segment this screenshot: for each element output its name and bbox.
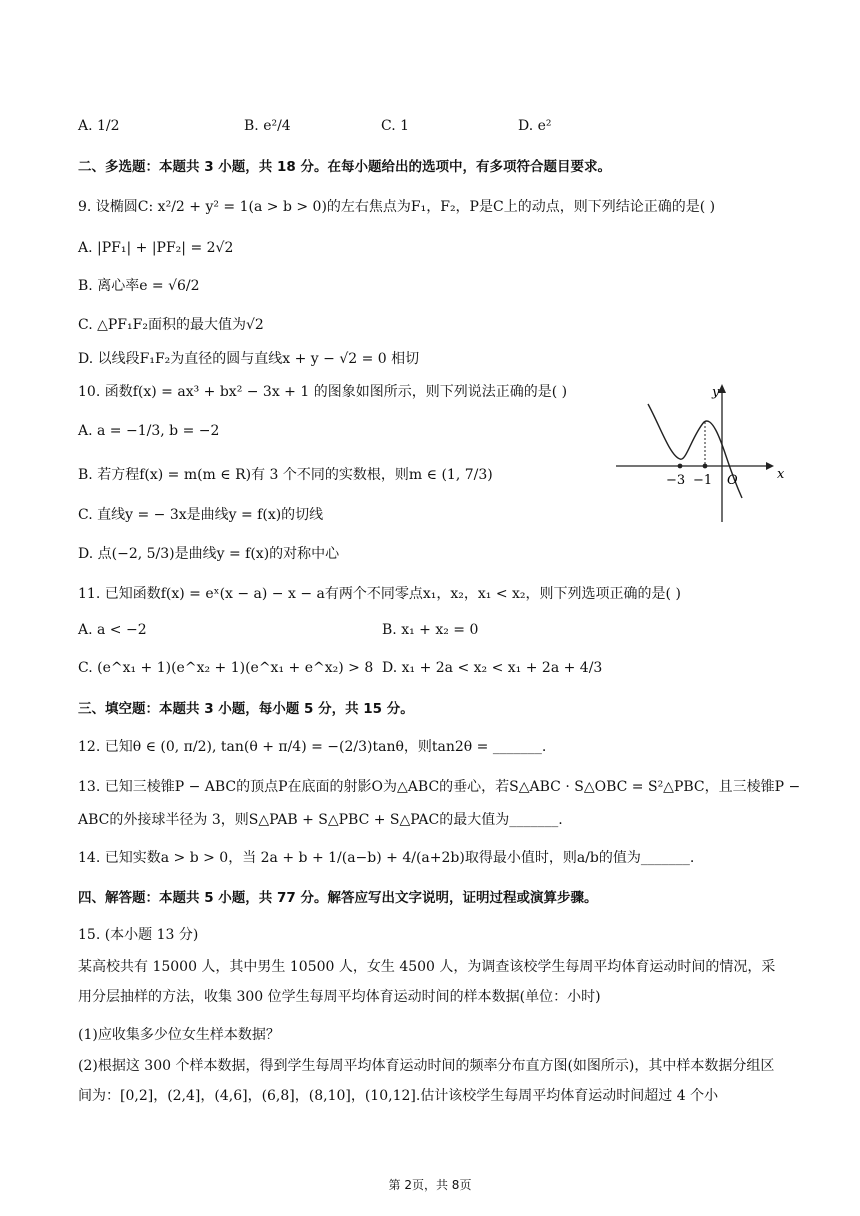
q11-option-c: C. (e^x₁ + 1)(e^x₂ + 1)(e^x₁ + e^x₂) > 8 — [78, 660, 374, 676]
q9-option-a: A. |PF₁| + |PF₂| = 2√2 — [78, 240, 234, 256]
graph-point-neg1 — [703, 464, 708, 469]
q9-option-d: D. 以线段F₁F₂为直径的圆与直线x + y − √2 = 0 相切 — [78, 351, 420, 367]
page-footer: 第 2页，共 8页 — [388, 1178, 472, 1192]
graph-x-label: x — [777, 467, 784, 482]
q11-options-row-1 — [78, 622, 778, 644]
q15-part-1: (1)应收集多少位女生样本数据？ — [78, 1027, 280, 1043]
q10-option-d: D. 点(−2, 5/3)是曲线y = f(x)的对称中心 — [78, 546, 340, 562]
graph-point-neg3 — [678, 464, 683, 469]
q11-option-d: D. x₁ + 2a < x₂ < x₁ + 2a + 4/3 — [382, 660, 603, 676]
q15-part-2: (2)根据这 300 个样本数据，得到学生每周平均体育运动时间的频率分布直方图(如图所示)，其中样本数据分组区间为：[0,2]，(2,4]，(4,6]，(6,8]，(8,10]，(10,12].估计该校学生每周平均体育运动时间超过 4 个小 — [78, 1058, 775, 1104]
q15-heading: 15. (本小题 13 分) — [78, 927, 199, 943]
q10-option-b: B. 若方程f(x) = m(m ∈ R)有 3 个不同的实数根，则m ∈ (1, 7/3) — [78, 467, 493, 483]
q8-option-c: C. 1 — [381, 118, 410, 134]
q8-option-b: B. e²/4 — [244, 118, 291, 134]
q10-function-graph — [612, 376, 784, 526]
q9-option-b: B. 离心率e = √6/2 — [78, 278, 200, 294]
section-fill-in-title: 三、填空题：本题共 3 小题，每小题 5 分，共 15 分。 — [78, 701, 414, 717]
q15-body: 某高校共有 15000 人，其中男生 10500 人，女生 4500 人，为调查该校学生每周平均体育运动时间的情况，采用分层抽样的方法，收集 300 位学生每周平均体育运动时间的样本数据(单位：小时) — [78, 959, 776, 1005]
q10-option-c: C. 直线y = − 3x是曲线y = f(x)的切线 — [78, 507, 324, 523]
q14-text: 14. 已知实数a > b > 0，当 2a + b + 1/(a−b) + 4/(a+2b)取得最小值时，则a/b的值为_______. — [78, 850, 695, 866]
q13-line-2: ABC的外接球半径为 3，则S△PAB + S△PBC + S△PAC的最大值为_______. — [78, 812, 563, 828]
q12-text: 12. 已知θ ∈ (0, π/2), tan(θ + π/4) = −(2/3)tanθ，则tan2θ = _______. — [78, 739, 547, 755]
graph-origin-label: O — [727, 473, 738, 488]
graph-x-arrow — [766, 462, 774, 470]
q11-stem: 11. 已知函数f(x) = eˣ(x − a) − x − a有两个不同零点x₁，x₂，x₁ < x₂，则下列选项正确的是( ) — [78, 586, 681, 602]
q9-option-c: C. △PF₁F₂面积的最大值为√2 — [78, 317, 264, 333]
q10-option-a: A. a = −1/3, b = −2 — [78, 423, 220, 439]
graph-tick-neg1: −1 — [693, 473, 713, 488]
graph-y-label: y — [712, 385, 720, 400]
q8-option-d: D. e² — [518, 118, 552, 134]
q11-option-b: B. x₁ + x₂ = 0 — [382, 622, 479, 638]
q13-line-1: 13. 已知三棱锥P − ABC的顶点P在底面的射影O为△ABC的垂心，若S△ABC · S△OBC = S²△PBC，且三棱锥P − — [78, 779, 801, 795]
q11-option-a: A. a < −2 — [78, 622, 147, 638]
section-solution-title: 四、解答题：本题共 5 小题，共 77 分。解答应写出文字说明，证明过程或演算步骤。 — [78, 890, 598, 906]
graph-tick-neg3: −3 — [666, 473, 686, 488]
q8-options — [78, 118, 778, 140]
q8-option-a: A. 1/2 — [78, 118, 120, 134]
q10-stem: 10. 函数f(x) = ax³ + bx² − 3x + 1 的图象如图所示，则下列说法正确的是( ) — [78, 384, 568, 400]
q11-options-row-2 — [78, 660, 778, 682]
q9-stem: 9. 设椭圆C: x²/2 + y² = 1(a > b > 0)的左右焦点为F₁，F₂，P是C上的动点，则下列结论正确的是( ) — [78, 199, 716, 215]
section-multiple-choice-title: 二、多选题：本题共 3 小题，共 18 分。在每小题给出的选项中，有多项符合题目要求。 — [78, 159, 611, 175]
